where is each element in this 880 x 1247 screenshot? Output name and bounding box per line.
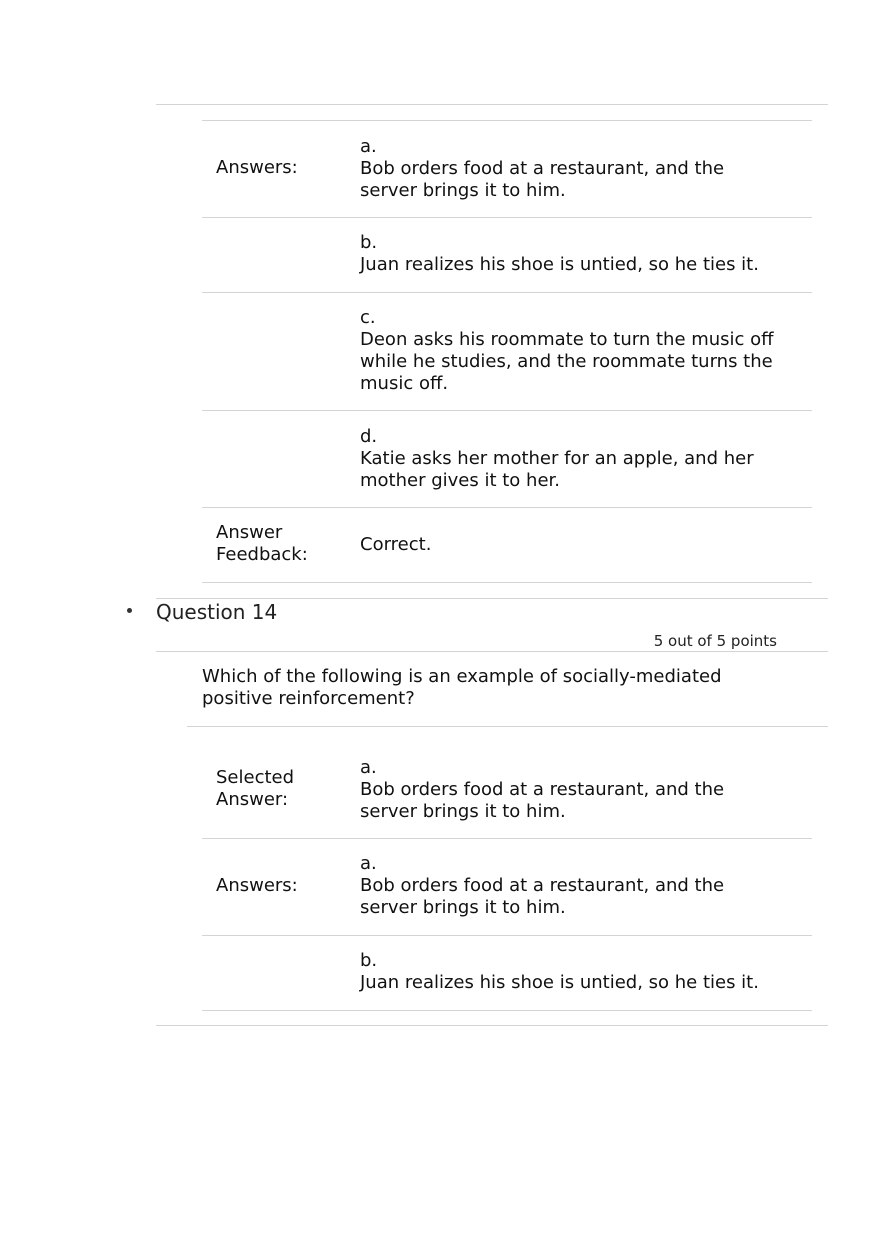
answer-text: Bob orders food at a restaurant, and the server brings it to him. [360, 158, 725, 201]
answer-letter: c. [360, 307, 376, 328]
answer-letter: a. [360, 136, 377, 157]
divider [156, 598, 828, 599]
answer-letter: d. [360, 426, 378, 447]
divider [156, 104, 828, 105]
divider [202, 1010, 812, 1011]
divider [202, 935, 812, 936]
divider [202, 582, 812, 583]
question-title: Question 14 [156, 600, 278, 624]
answer-text: Katie asks her mother for an apple, and her mother gives it to her. [360, 448, 754, 491]
answer-text: Deon asks his roommate to turn the music off while he studies, and the roommate turns the music off. [360, 329, 774, 394]
divider [202, 507, 812, 508]
answers-label: Answers: [216, 157, 298, 178]
answer-feedback-text: Correct. [360, 534, 432, 555]
answer-text: Juan realizes his shoe is untied, so he ties it. [360, 972, 759, 993]
answer-letter: b. [360, 950, 378, 971]
answer-letter: a. [360, 853, 377, 874]
divider [156, 1025, 828, 1026]
answer-option-d [360, 426, 810, 492]
answer-option-c [360, 307, 810, 395]
divider [202, 120, 812, 121]
answer-text: Bob orders food at a restaurant, and the server brings it to him. [360, 779, 725, 822]
selected-answer [360, 757, 810, 823]
answer-option-b [360, 232, 810, 276]
selected-answer-label: Selected Answer: [216, 767, 295, 810]
divider [202, 292, 812, 293]
answer-letter: a. [360, 757, 377, 778]
divider [187, 726, 828, 727]
list-bullet [127, 608, 132, 613]
answer-text: Bob orders food at a restaurant, and the server brings it to him. [360, 875, 725, 918]
divider [202, 217, 812, 218]
divider [202, 838, 812, 839]
answers-label: Answers: [216, 875, 298, 896]
answer-letter: b. [360, 232, 378, 253]
answer-option-a [360, 853, 810, 919]
answer-option-b [360, 950, 810, 994]
divider [202, 410, 812, 411]
answer-text: Juan realizes his shoe is untied, so he ties it. [360, 254, 759, 275]
question-points: 5 out of 5 points [653, 632, 777, 650]
answer-feedback-label: Answer Feedback: [216, 522, 308, 565]
answer-option-a [360, 136, 810, 202]
question-text: Which of the following is an example of socially-mediated positive reinforcement? [202, 666, 722, 709]
divider [156, 651, 828, 652]
